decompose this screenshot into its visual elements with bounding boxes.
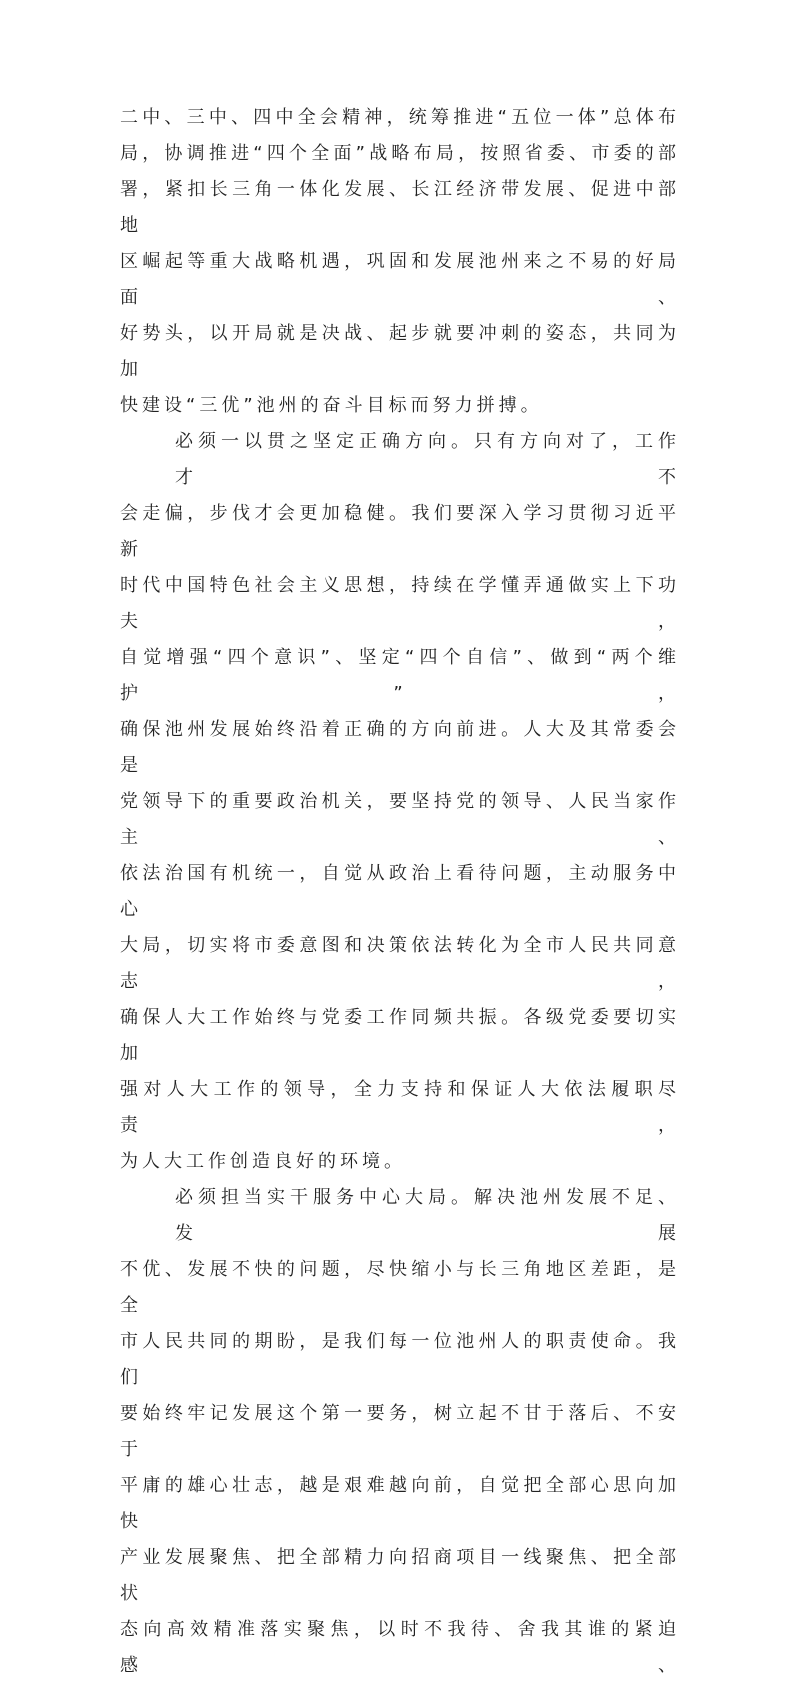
text-line: 产业发展聚焦、把全部精力向招商项目一线聚焦、把全部状: [120, 1547, 680, 1604]
text-line: 强对人大工作的领导，全力支持和保证人大依法履职尽责，: [120, 1079, 680, 1136]
paragraph: [120, 1180, 680, 1684]
text-line: 不优、发展不快的问题，尽快缩小与长三角地区差距，是全: [120, 1259, 680, 1316]
text-line: 署，紧扣长三角一体化发展、长江经济带发展、促进中部地: [120, 179, 680, 236]
text-line: 时代中国特色社会主义思想，持续在学懂弄通做实上下功夫，: [120, 575, 680, 632]
text-line: 必须担当实干服务中心大局。解决池州发展不足、发展: [175, 1187, 680, 1244]
text-line: 确保池州发展始终沿着正确的方向前进。人大及其常委会是: [120, 719, 680, 776]
text-line: 区崛起等重大战略机遇，巩固和发展池州来之不易的好局面、: [120, 251, 680, 308]
paragraph: [120, 424, 680, 1180]
text-line: 依法治国有机统一，自觉从政治上看待问题，主动服务中心: [120, 863, 680, 920]
text-line: 要始终牢记发展这个第一要务，树立起不甘于落后、不安于: [120, 1403, 680, 1460]
text-line: 大局，切实将市委意图和决策依法转化为全市人民共同意志，: [120, 935, 680, 992]
text-line: 党领导下的重要政治机关，要坚持党的领导、人民当家作主、: [120, 791, 680, 848]
text-line: 平庸的雄心壮志，越是艰难越向前，自觉把全部心思向加快: [120, 1475, 680, 1532]
text-line: 为人大工作创造良好的环境。: [120, 1151, 406, 1172]
text-line: 市人民共同的期盼，是我们每一位池州人的职责使命。我们: [120, 1331, 680, 1388]
text-line: 自觉增强“四个意识”、坚定“四个自信”、做到“两个维护”，: [120, 647, 680, 704]
text-line: 好势头，以开局就是决战、起步就要冲刺的姿态，共同为加: [120, 323, 680, 380]
text-line: 局，协调推进“四个全面”战略布局，按照省委、市委的部: [120, 143, 680, 164]
paragraph: [120, 100, 680, 424]
text-line: 必须一以贯之坚定正确方向。只有方向对了，工作才不: [175, 431, 680, 488]
text-line: 快建设“三优”池州的奋斗目标而努力拼搏。: [120, 395, 543, 416]
text-line: 二中、三中、四中全会精神，统筹推进“五位一体”总体布: [120, 107, 680, 128]
document-page: [120, 100, 680, 1684]
text-line: 会走偏，步伐才会更加稳健。我们要深入学习贯彻习近平新: [120, 503, 680, 560]
text-line: 确保人大工作始终与党委工作同频共振。各级党委要切实加: [120, 1007, 680, 1064]
text-line: 态向高效精准落实聚焦，以时不我待、舍我其谁的紧迫感、: [120, 1619, 680, 1676]
